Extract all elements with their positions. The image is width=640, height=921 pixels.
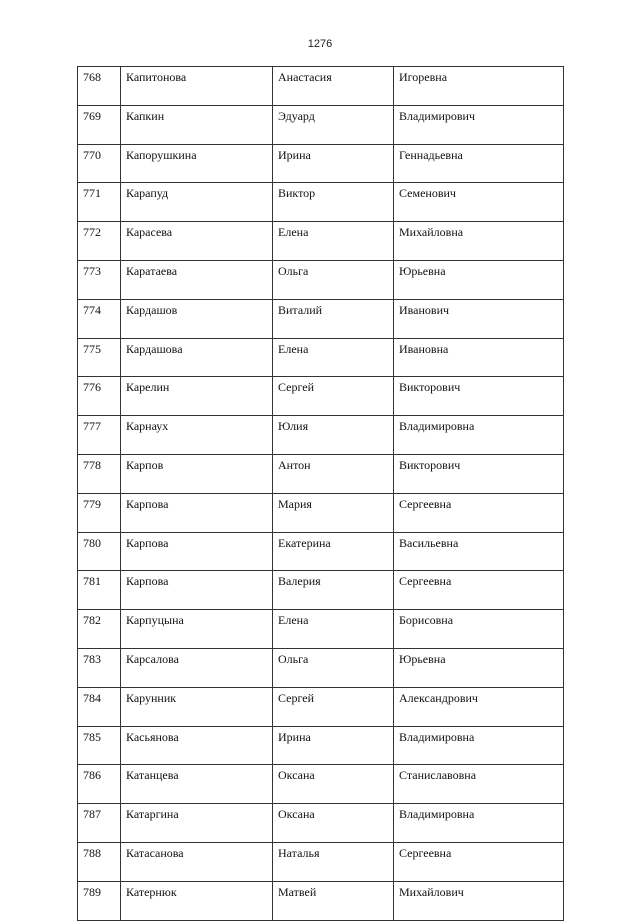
row-number-cell: 771 <box>78 183 121 222</box>
last-name-cell: Кардашова <box>121 338 273 377</box>
patronymic-cell: Викторович <box>394 454 564 493</box>
row-number-cell: 788 <box>78 842 121 881</box>
first-name-cell: Сергей <box>273 687 394 726</box>
table-row <box>78 610 564 649</box>
row-number-cell: 782 <box>78 610 121 649</box>
patronymic-cell: Геннадьевна <box>394 144 564 183</box>
table-row <box>78 842 564 881</box>
last-name-cell: Каратаева <box>121 260 273 299</box>
table-row <box>78 299 564 338</box>
row-number-cell: 768 <box>78 67 121 106</box>
last-name-cell: Карапуд <box>121 183 273 222</box>
table-row <box>78 454 564 493</box>
table-row <box>78 493 564 532</box>
table-row <box>78 416 564 455</box>
row-number-cell: 769 <box>78 105 121 144</box>
first-name-cell: Сергей <box>273 377 394 416</box>
patronymic-cell: Семенович <box>394 183 564 222</box>
row-number-cell: 789 <box>78 881 121 920</box>
table-row <box>78 726 564 765</box>
last-name-cell: Карпова <box>121 571 273 610</box>
last-name-cell: Капкин <box>121 105 273 144</box>
last-name-cell: Карпова <box>121 493 273 532</box>
roster-table <box>77 66 564 921</box>
table-row <box>78 222 564 261</box>
patronymic-cell: Сергеевна <box>394 493 564 532</box>
row-number-cell: 773 <box>78 260 121 299</box>
patronymic-cell: Михайлович <box>394 881 564 920</box>
row-number-cell: 787 <box>78 804 121 843</box>
first-name-cell: Оксана <box>273 804 394 843</box>
patronymic-cell: Борисовна <box>394 610 564 649</box>
last-name-cell: Карпуцына <box>121 610 273 649</box>
first-name-cell: Анастасия <box>273 67 394 106</box>
row-number-cell: 784 <box>78 687 121 726</box>
first-name-cell: Юлия <box>273 416 394 455</box>
patronymic-cell: Викторович <box>394 377 564 416</box>
patronymic-cell: Владимировна <box>394 804 564 843</box>
first-name-cell: Елена <box>273 222 394 261</box>
roster-body <box>78 67 564 921</box>
first-name-cell: Наталья <box>273 842 394 881</box>
first-name-cell: Елена <box>273 338 394 377</box>
last-name-cell: Карсалова <box>121 648 273 687</box>
first-name-cell: Ольга <box>273 648 394 687</box>
first-name-cell: Ирина <box>273 144 394 183</box>
last-name-cell: Катаргина <box>121 804 273 843</box>
last-name-cell: Касьянова <box>121 726 273 765</box>
last-name-cell: Катернюк <box>121 881 273 920</box>
first-name-cell: Елена <box>273 610 394 649</box>
last-name-cell: Карунник <box>121 687 273 726</box>
row-number-cell: 786 <box>78 765 121 804</box>
last-name-cell: Карпова <box>121 532 273 571</box>
row-number-cell: 777 <box>78 416 121 455</box>
last-name-cell: Карелин <box>121 377 273 416</box>
patronymic-cell: Васильевна <box>394 532 564 571</box>
last-name-cell: Катанцева <box>121 765 273 804</box>
table-row <box>78 881 564 920</box>
table-row <box>78 183 564 222</box>
first-name-cell: Валерия <box>273 571 394 610</box>
last-name-cell: Карнаух <box>121 416 273 455</box>
row-number-cell: 770 <box>78 144 121 183</box>
patronymic-cell: Сергеевна <box>394 571 564 610</box>
first-name-cell: Антон <box>273 454 394 493</box>
table-row <box>78 67 564 106</box>
first-name-cell: Оксана <box>273 765 394 804</box>
table-row <box>78 105 564 144</box>
table-row <box>78 260 564 299</box>
table-row <box>78 804 564 843</box>
table-row <box>78 648 564 687</box>
row-number-cell: 785 <box>78 726 121 765</box>
row-number-cell: 780 <box>78 532 121 571</box>
patronymic-cell: Владимировна <box>394 416 564 455</box>
patronymic-cell: Иванович <box>394 299 564 338</box>
patronymic-cell: Владимирович <box>394 105 564 144</box>
first-name-cell: Мария <box>273 493 394 532</box>
table-row <box>78 144 564 183</box>
table-row <box>78 377 564 416</box>
first-name-cell: Матвей <box>273 881 394 920</box>
table-row <box>78 765 564 804</box>
first-name-cell: Ирина <box>273 726 394 765</box>
table-row <box>78 571 564 610</box>
row-number-cell: 779 <box>78 493 121 532</box>
page-number: 1276 <box>307 38 333 50</box>
patronymic-cell: Сергеевна <box>394 842 564 881</box>
patronymic-cell: Михайловна <box>394 222 564 261</box>
last-name-cell: Кардашов <box>121 299 273 338</box>
first-name-cell: Виктор <box>273 183 394 222</box>
last-name-cell: Капорушкина <box>121 144 273 183</box>
patronymic-cell: Юрьевна <box>394 648 564 687</box>
first-name-cell: Ольга <box>273 260 394 299</box>
row-number-cell: 783 <box>78 648 121 687</box>
first-name-cell: Виталий <box>273 299 394 338</box>
first-name-cell: Эдуард <box>273 105 394 144</box>
row-number-cell: 778 <box>78 454 121 493</box>
patronymic-cell: Александрович <box>394 687 564 726</box>
row-number-cell: 772 <box>78 222 121 261</box>
table-row <box>78 532 564 571</box>
last-name-cell: Карасева <box>121 222 273 261</box>
patronymic-cell: Игоревна <box>394 67 564 106</box>
table-row <box>78 338 564 377</box>
patronymic-cell: Юрьевна <box>394 260 564 299</box>
row-number-cell: 775 <box>78 338 121 377</box>
table-row <box>78 687 564 726</box>
row-number-cell: 774 <box>78 299 121 338</box>
last-name-cell: Капитонова <box>121 67 273 106</box>
last-name-cell: Катасанова <box>121 842 273 881</box>
patronymic-cell: Владимировна <box>394 726 564 765</box>
row-number-cell: 776 <box>78 377 121 416</box>
first-name-cell: Екатерина <box>273 532 394 571</box>
row-number-cell: 781 <box>78 571 121 610</box>
last-name-cell: Карпов <box>121 454 273 493</box>
patronymic-cell: Ивановна <box>394 338 564 377</box>
patronymic-cell: Станиславовна <box>394 765 564 804</box>
